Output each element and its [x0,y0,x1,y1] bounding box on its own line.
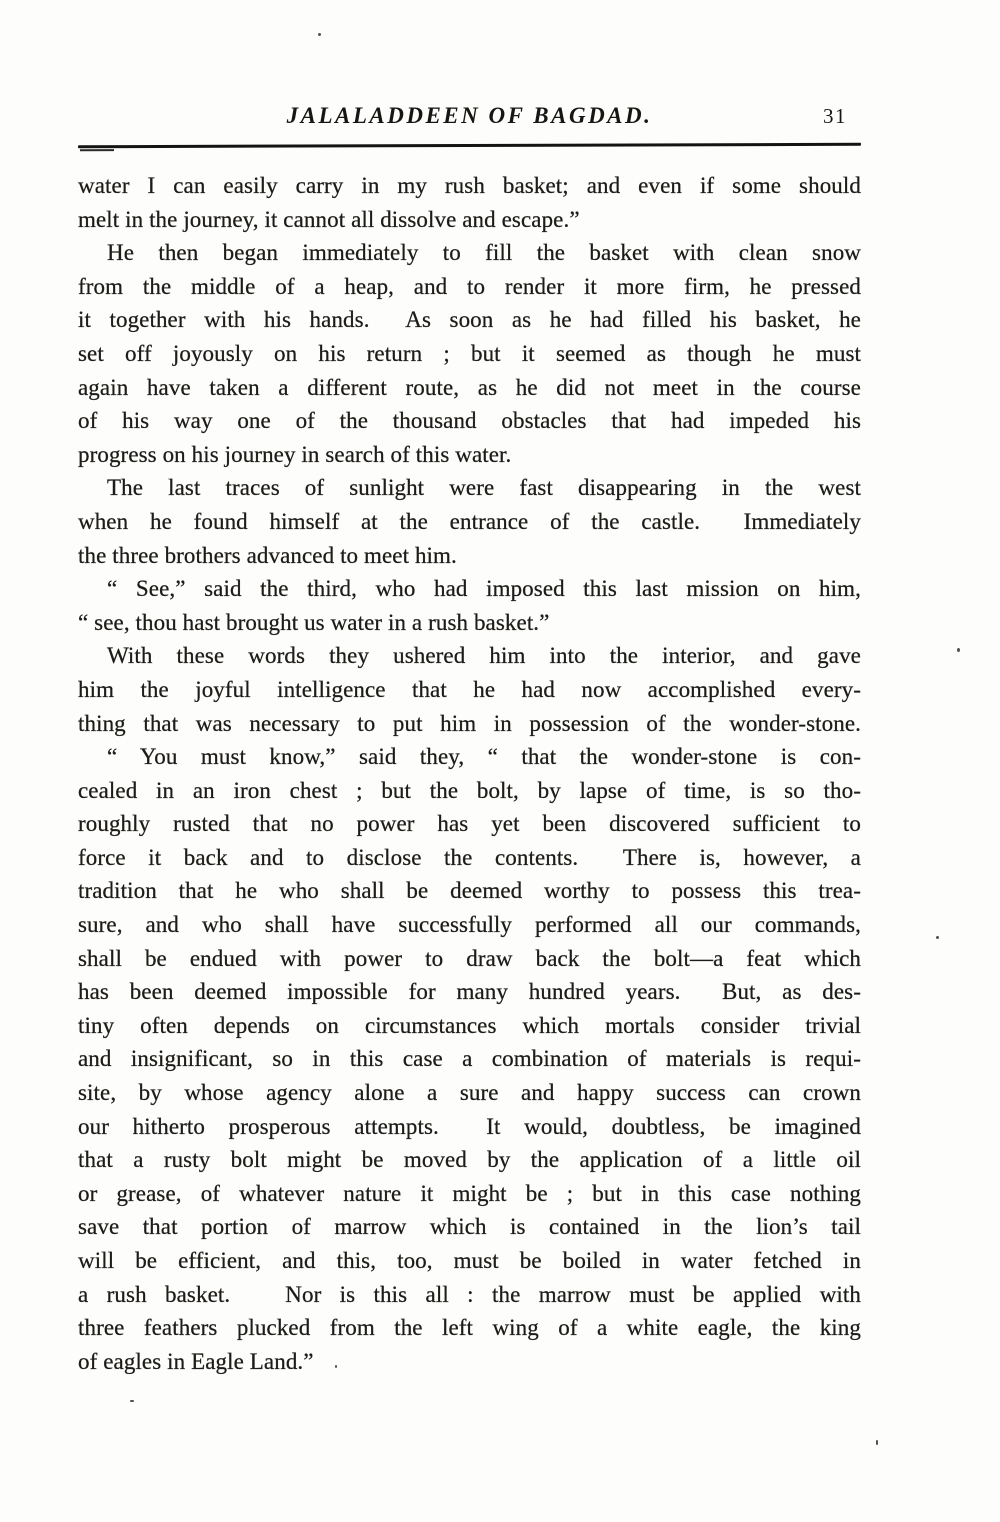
text-line: tiny often depends on circumstances which mortals consider trivial [78,1012,861,1038]
text-line: roughly rusted that no power has yet been discovered sufficient to [78,811,861,837]
text-line: or grease, of whatever nature it might be ; but in this case nothing [78,1180,861,1206]
scan-speck [936,936,939,939]
text-line: The last traces of sunlight were fast disappearing in the west [107,475,861,501]
text-column [78,104,861,1378]
text-line: the three brothers advanced to meet him. [78,542,457,568]
text-line: “ You must know,” said they, “ that the wonder-stone is con- [107,744,861,770]
text-line: it together with his hands. As soon as he had filled his basket, he [78,307,861,333]
text-line: force it back and to disclose the contents. There is, however, a [78,844,861,870]
text-line: again have taken a different route, as he did not meet in the course [78,374,861,400]
text-line: will be efficient, and this, too, must be boiled in water fetched in [78,1248,861,1273]
text-line: save that portion of marrow which is contained in the lion’s tail [78,1214,861,1240]
text-line: “ See,” said the third, who had imposed this last mission on him, [107,576,861,602]
text-line: sure, and who shall have successfully performed all our commands, [78,912,861,938]
text-line: has been deemed impossible for many hundred years. But, as des- [78,979,861,1005]
text-line: a rush basket. Nor is this all : the marrow must be applied with [78,1281,861,1307]
page-header [78,104,861,147]
text-line: With these words they ushered him into the interior, and gave [107,643,861,669]
scan-speck [876,1440,878,1445]
text-line: thing that was necessary to put him in possession of the wonder-stone. [78,710,861,736]
scan-speck [957,648,960,652]
text-line: tradition that he who shall be deemed worthy to possess this trea- [78,878,861,904]
text-line: set off joyously on his return ; but it seemed as though he must [78,340,861,366]
text-line: site, by whose agency alone a sure and happy success can crown [78,1080,861,1106]
text-line: three feathers plucked from the left wing of a white eagle, the king [78,1315,861,1341]
text-line: of eagles in Eagle Land.” [78,1348,314,1374]
text-line: from the middle of a heap, and to render it more firm, he pressed [78,273,861,299]
text-line: cealed in an iron chest ; but the bolt, by lapse of time, is so tho- [78,777,861,803]
page-number: 31 [823,104,847,128]
text-line: “ see, thou hast brought us water in a rush basket.” [78,609,550,635]
text-line: that a rusty bolt might be moved by the application of a little oil [78,1147,861,1173]
scan-speck [130,1400,134,1402]
text-line: water I can easily carry in my rush basket; and even if some should [78,173,861,198]
body-text [78,169,861,1378]
text-line: him the joyful intelligence that he had now accomplished every- [78,676,861,702]
text-line: our hitherto prosperous attempts. It would, doubtless, be imagined [78,1113,861,1139]
text-line: when he found himself at the entrance of the castle. Immediately [78,508,861,534]
text-line: of his way one of the thousand obstacles that had impeded his [78,408,861,434]
running-title: JALALADDEEN OF BAGDAD. [286,103,653,128]
text-line: shall be endued with power to draw back the bolt—a feat which [78,945,861,971]
text-line: and insignificant, so in this case a combination of materials is requi- [78,1046,861,1072]
header-rule [78,143,861,148]
text-line: progress on his journey in search of this water. [78,441,512,467]
text-line: melt in the journey, it cannot all dissolve and escape.” [78,206,580,232]
scan-speck [318,33,321,36]
text-line: He then began immediately to fill the basket with clean snow [107,240,861,266]
